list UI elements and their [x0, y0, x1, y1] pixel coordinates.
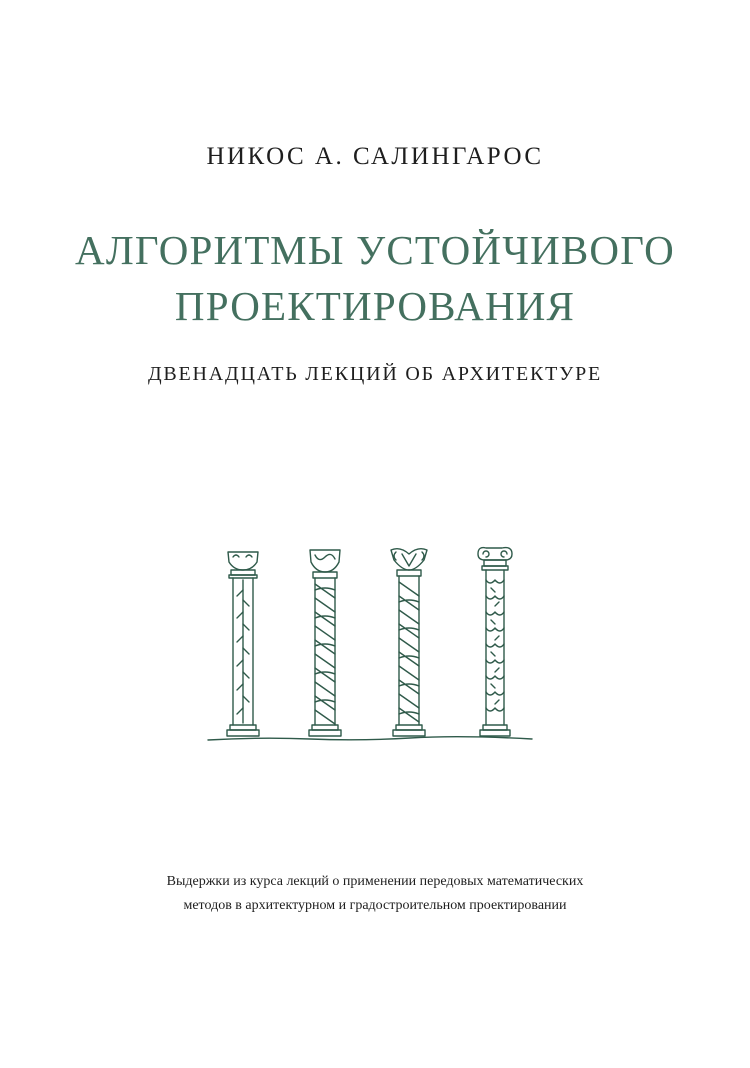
column-3 — [391, 549, 427, 736]
author-name: НИКОС А. САЛИНГАРОС — [206, 143, 544, 170]
description-line-1: Выдержки из курса лекций о применении передовых математических — [166, 874, 584, 889]
ground-line — [208, 737, 532, 740]
column-4 — [478, 548, 512, 736]
description-note — [0, 870, 750, 918]
column-1 — [227, 552, 259, 736]
book-title — [0, 222, 750, 334]
description-line-2: методов в архитектурном и градостроительном проектировании — [183, 898, 567, 913]
book-title-line-1: АЛГОРИТМЫ УСТОЙЧИВОГО — [75, 227, 675, 273]
columns-illustration — [200, 540, 540, 750]
book-title-line-2: ПРОЕКТИРОВАНИЯ — [174, 283, 576, 329]
four-columns-sketch-icon — [200, 540, 540, 750]
column-2 — [309, 550, 341, 736]
book-subtitle: ДВЕНАДЦАТЬ ЛЕКЦИЙ ОБ АРХИТЕКТУРЕ — [147, 363, 603, 385]
